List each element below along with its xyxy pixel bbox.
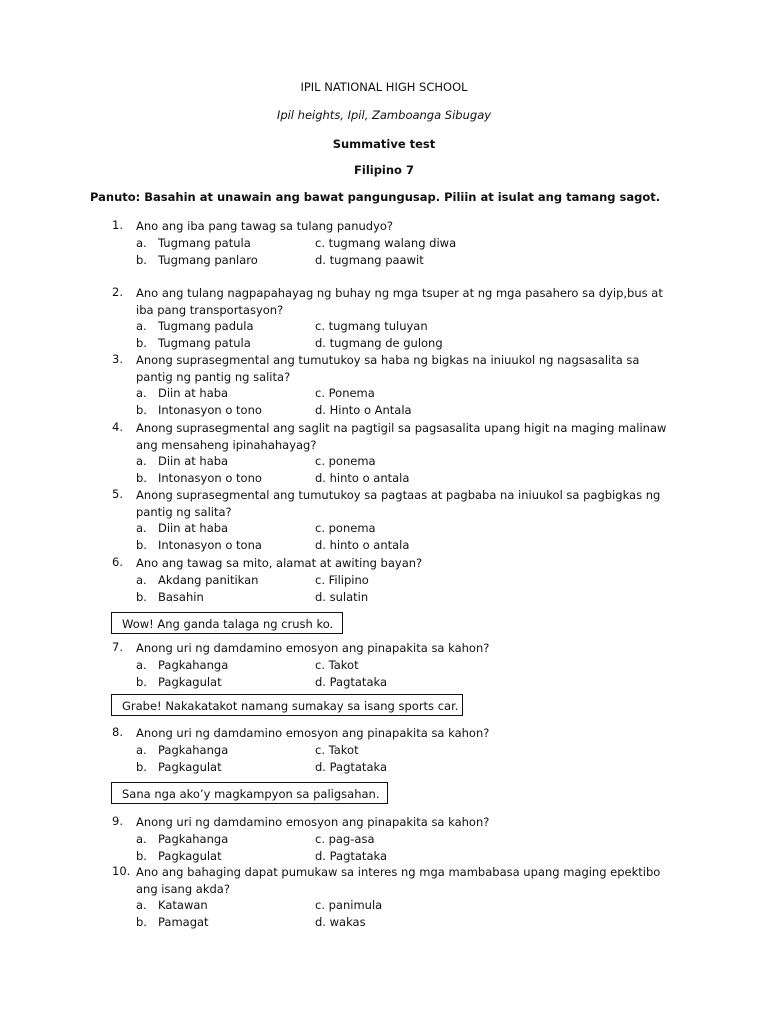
option-d: d. Pagtataka bbox=[315, 674, 387, 689]
question-number: 1. bbox=[112, 218, 123, 232]
option-letter: a. bbox=[136, 235, 147, 250]
option-c: c. ponema bbox=[315, 521, 376, 535]
question-stem: Ano ang iba pang tawag sa tulang panudyo? bbox=[136, 219, 394, 233]
option-a: Tugmang patula bbox=[158, 235, 251, 250]
options bbox=[136, 453, 672, 487]
question-stem: Ano ang bahaging dapat pumukaw sa interes ng mga mambabasa upang maging epektibo ang isang akda? bbox=[136, 865, 661, 896]
question-number: 6. bbox=[112, 555, 123, 569]
option-b: Tugmang panlaro bbox=[158, 252, 258, 267]
option-b: Pagkagulat bbox=[158, 759, 222, 774]
option-letter: b. bbox=[136, 336, 147, 350]
options bbox=[136, 831, 672, 865]
option-letter: b. bbox=[136, 674, 147, 689]
option-d: d. sulatin bbox=[315, 589, 369, 604]
option-d: d. hinto o antala bbox=[315, 471, 410, 485]
option-a: Diin at haba bbox=[158, 521, 229, 535]
option-a: Diin at haba bbox=[158, 386, 229, 400]
question-stem: Ano ang tawag sa mito, alamat at awiting bayan? bbox=[136, 556, 423, 570]
school-address: Ipil heights, Ipil, Zamboanga Sibugay bbox=[276, 108, 492, 122]
directions: Panuto: Basahin at unawain ang bawat pangungusap. Piliin at isulat ang tamang sagot. bbox=[90, 190, 661, 204]
question-9 bbox=[112, 814, 672, 865]
question-number: 8. bbox=[112, 725, 123, 739]
question-stem: Anong uri ng damdamino emosyon ang pinapakita sa kahon? bbox=[136, 641, 490, 655]
options bbox=[136, 318, 672, 352]
option-d: d. Hinto o Antala bbox=[315, 403, 412, 417]
option-c: c. Filipino bbox=[315, 572, 369, 587]
option-b: Basahin bbox=[158, 589, 204, 604]
option-a: Diin at haba bbox=[158, 454, 229, 468]
options bbox=[136, 742, 672, 776]
question-stem: Anong suprasegmental ang saglit na pagtigil sa pagsasalita upang higit na maging malinaw ang mensaheng ipinahahayag? bbox=[136, 421, 667, 452]
question-3 bbox=[112, 352, 672, 419]
option-a: Pagkahanga bbox=[158, 831, 229, 846]
option-b: Pamagat bbox=[158, 915, 209, 929]
option-letter: b. bbox=[136, 403, 147, 417]
option-letter: a. bbox=[136, 454, 147, 468]
question-stem: Anong uri ng damdamino emosyon ang pinapakita sa kahon? bbox=[136, 726, 490, 740]
options bbox=[136, 520, 672, 554]
option-a: Pagkahanga bbox=[158, 657, 229, 672]
options bbox=[136, 572, 672, 606]
question-number: 5. bbox=[112, 487, 123, 501]
option-letter: b. bbox=[136, 538, 147, 552]
question-5 bbox=[112, 487, 672, 554]
option-b: Pagkagulat bbox=[158, 674, 222, 689]
option-letter: b. bbox=[136, 915, 147, 929]
question-2 bbox=[112, 285, 672, 352]
question-1 bbox=[112, 218, 672, 269]
options bbox=[136, 897, 672, 931]
question-10 bbox=[112, 864, 672, 931]
option-letter: b. bbox=[136, 759, 147, 774]
option-letter: a. bbox=[136, 657, 147, 672]
option-b: Intonasyon o tona bbox=[158, 538, 262, 552]
option-b: Intonasyon o tono bbox=[158, 471, 262, 485]
option-letter: a. bbox=[136, 521, 147, 535]
question-8 bbox=[112, 725, 672, 776]
options bbox=[136, 657, 672, 691]
question-stem: Anong suprasegmental ang tumutukoy sa pagtaas at pagbaba na iniuukol sa pagbigkas ng pantig ng salita? bbox=[136, 488, 661, 519]
question-number: 2. bbox=[112, 285, 123, 299]
option-letter: a. bbox=[136, 898, 147, 912]
option-c: c. tugmang tuluyan bbox=[315, 319, 428, 333]
option-letter: b. bbox=[136, 471, 147, 485]
option-d: d. tugmang paawit bbox=[315, 252, 424, 267]
question-stem: Anong uri ng damdamino emosyon ang pinapakita sa kahon? bbox=[136, 815, 490, 829]
quote-box-2: Grabe! Nakakatakot namang sumakay sa isang sports car. bbox=[111, 694, 463, 716]
question-4 bbox=[112, 420, 672, 487]
options bbox=[136, 385, 672, 419]
option-letter: a. bbox=[136, 572, 147, 587]
option-letter: b. bbox=[136, 589, 147, 604]
option-letter: a. bbox=[136, 319, 147, 333]
option-a: Katawan bbox=[158, 898, 208, 912]
quote-box-1: Wow! Ang ganda talaga ng crush ko. bbox=[111, 612, 343, 634]
option-c: c. pag-asa bbox=[315, 831, 375, 846]
option-letter: a. bbox=[136, 386, 147, 400]
option-a: Pagkahanga bbox=[158, 742, 229, 757]
options bbox=[136, 235, 672, 269]
option-c: c. panimula bbox=[315, 898, 383, 912]
option-b: Intonasyon o tono bbox=[158, 403, 262, 417]
question-stem: Anong suprasegmental ang tumutukoy sa haba ng bigkas na iniuukol ng nagsasalita sa pantig ng pantig ng salita? bbox=[136, 353, 640, 384]
option-c: c. tugmang walang diwa bbox=[315, 235, 457, 250]
option-c: c. Ponema bbox=[315, 386, 375, 400]
option-letter: a. bbox=[136, 742, 147, 757]
option-a: Akdang panitikan bbox=[158, 572, 259, 587]
question-6 bbox=[112, 555, 672, 606]
option-c: c. ponema bbox=[315, 454, 376, 468]
option-d: d. tugmang de gulong bbox=[315, 336, 443, 350]
option-letter: b. bbox=[136, 848, 147, 863]
option-b: Tugmang patula bbox=[158, 336, 251, 350]
option-b: Pagkagulat bbox=[158, 848, 222, 863]
question-number: 10. bbox=[112, 864, 131, 878]
question-number: 9. bbox=[112, 814, 123, 828]
option-letter: a. bbox=[136, 831, 147, 846]
option-d: d. Pagtataka bbox=[315, 848, 387, 863]
option-c: c. Takot bbox=[315, 742, 359, 757]
question-number: 3. bbox=[112, 352, 123, 366]
option-c: c. Takot bbox=[315, 657, 359, 672]
question-7 bbox=[112, 640, 672, 691]
option-d: d. hinto o antala bbox=[315, 538, 410, 552]
school-name: IPIL NATIONAL HIGH SCHOOL bbox=[300, 80, 468, 94]
option-d: d. Pagtataka bbox=[315, 759, 387, 774]
option-letter: b. bbox=[136, 252, 147, 267]
question-number: 7. bbox=[112, 640, 123, 654]
option-a: Tugmang padula bbox=[158, 319, 254, 333]
quote-box-3: Sana nga ako’y magkampyon sa paligsahan. bbox=[111, 782, 388, 804]
question-number: 4. bbox=[112, 420, 123, 434]
question-stem: Ano ang tulang nagpapahayag ng buhay ng mga tsuper at ng mga pasahero sa dyip,bus at iba pang transportasyon? bbox=[136, 286, 663, 317]
subject-title: Filipino 7 bbox=[354, 163, 414, 177]
option-d: d. wakas bbox=[315, 915, 366, 929]
test-title: Summative test bbox=[332, 137, 436, 151]
